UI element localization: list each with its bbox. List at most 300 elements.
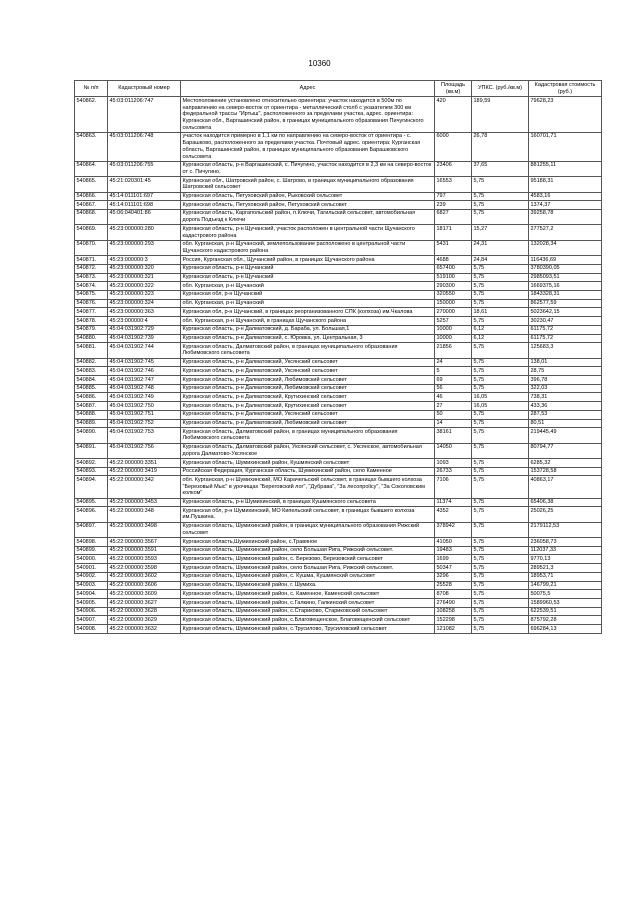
- cell-address: Курганская область, р-н Далматовский, Крутихинский сельсовет: [181, 393, 435, 402]
- table-row: [75, 209, 602, 224]
- table-row: [75, 428, 602, 443]
- cell-num: 540901.: [75, 564, 108, 573]
- cell-cost: 4583,16: [529, 192, 602, 201]
- cell-num: 540887.: [75, 402, 108, 411]
- cell-upks: 16,05: [472, 393, 529, 402]
- cell-num: 540890.: [75, 428, 108, 443]
- cell-address: Курганская область, Шумихинский район, г. Шумиха.: [181, 581, 435, 590]
- cell-area: 41050: [435, 538, 472, 547]
- cell-cost: 2985093,51: [529, 273, 602, 282]
- cell-area: 121082: [435, 625, 472, 634]
- cell-cost: 1669375,16: [529, 282, 602, 291]
- cell-num: 540877.: [75, 308, 108, 317]
- cell-cadastral-number: 45:23:000000:4: [108, 317, 181, 326]
- table-row: [75, 538, 602, 547]
- cell-area: 50347: [435, 564, 472, 573]
- cell-address: Курганская область, Шумихинский район, село Большая Рига, Рижский сельсовет.: [181, 564, 435, 573]
- cell-address: Курганская область, р-н Далматовский, с. Юровка, ул. Центральная, 3: [181, 334, 435, 343]
- table-row: [75, 607, 602, 616]
- cell-upks: 26,78: [472, 132, 529, 161]
- cell-num: 540902.: [75, 572, 108, 581]
- cell-area: 7106: [435, 476, 472, 498]
- cell-cost: 287,53: [529, 410, 602, 419]
- cell-upks: 5,75: [472, 607, 529, 616]
- cell-area: 290300: [435, 282, 472, 291]
- cell-num: 540896.: [75, 507, 108, 522]
- table-row: [75, 590, 602, 599]
- cell-num: 540873.: [75, 273, 108, 282]
- cell-address: обл. Курганская, р-н Щучанский, землепользование расположено в центральной части Щучанского кадастрового района: [181, 240, 435, 255]
- cell-num: 540895.: [75, 498, 108, 507]
- cell-num: 540876.: [75, 299, 108, 308]
- cell-cost: 875792,28: [529, 616, 602, 625]
- cell-address: обл. Курганская, р-н Щучанский: [181, 299, 435, 308]
- table-row: [75, 256, 602, 265]
- cell-address: Курганская область, р-н Далматовский, Любимовский сельсовет: [181, 419, 435, 428]
- cell-num: 540882.: [75, 358, 108, 367]
- cell-area: 8708: [435, 590, 472, 599]
- cell-address: Курганская область, Шумихинский район, с. Кушма, Кушмянский сельсовет: [181, 572, 435, 581]
- header-num: № п/п: [75, 81, 108, 97]
- cell-upks: 5,75: [472, 317, 529, 326]
- cell-cadastral-number: 45:06:040401:86: [108, 209, 181, 224]
- cell-cost: 112037,33: [529, 546, 602, 555]
- cell-num: 540892.: [75, 459, 108, 468]
- cell-area: 1093: [435, 459, 472, 468]
- cell-address: участок находится примерно в 1,1 км по направлению на северо-восток от ориентира - с. Барашково, расположенного за пределами участка. Почтовый адрес. ориентира: Курганская область, Варгашинский район, в границах муниципального образования Барашковского сельсовета: [181, 132, 435, 161]
- cell-address: обл. Курганская, р-н Шумихинский, МО Карачельский сельсовет, в границах бывшего колхоза "Березовый Мыс" в урочищах "Береговский лог", "Дубрава", "За лесопpolicy", "За Соколовским колком": [181, 476, 435, 498]
- table-row: [75, 376, 602, 385]
- table-row: [75, 459, 602, 468]
- cell-area: 46: [435, 393, 472, 402]
- cell-num: 540908.: [75, 625, 108, 634]
- cell-num: 540886.: [75, 393, 108, 402]
- cell-upks: 5,75: [472, 522, 529, 537]
- cell-cost: 80794,77: [529, 443, 602, 458]
- cell-address: Курганская область, р-н Варгашинский, с. Пичугино, участок находится в 2,3 км на северо-восток от с. Пичугино.: [181, 161, 435, 176]
- cell-cost: 696284,13: [529, 625, 602, 634]
- cell-cost: 80,51: [529, 419, 602, 428]
- cell-area: 797: [435, 192, 472, 201]
- cell-cost: 28,75: [529, 367, 602, 376]
- cell-address: Курганская область, Шумихинский район, с.Трусилово, Трусиловский сельсовет: [181, 625, 435, 634]
- cell-cost: 433,36: [529, 402, 602, 411]
- table-row: [75, 358, 602, 367]
- cell-cost: 79628,23: [529, 97, 602, 133]
- cell-upks: 5,75: [472, 376, 529, 385]
- cell-cost: 881255,11: [529, 161, 602, 176]
- cell-address: Курганская область, Далматовский район, Уксянский сельсовет, с. Уксянское, автомобильная дорога Далматово-Уксянское: [181, 443, 435, 458]
- cell-cost: 738,31: [529, 393, 602, 402]
- cell-area: 270000: [435, 308, 472, 317]
- cell-upks: 5,75: [472, 459, 529, 468]
- cell-cost: 219445,49: [529, 428, 602, 443]
- cell-cost: 18953,71: [529, 572, 602, 581]
- cell-upks: 5,75: [472, 358, 529, 367]
- cell-area: 23406: [435, 161, 472, 176]
- cell-address: Курганская область, Петуховский район, Рыковский сельсовет: [181, 192, 435, 201]
- cell-num: 540903.: [75, 581, 108, 590]
- cell-num: 540905.: [75, 599, 108, 608]
- cell-cost: 160701,71: [529, 132, 602, 161]
- cell-address: Курганская область, Шумихинский район, в границах муниципального образования Рижский сельсовет: [181, 522, 435, 537]
- cell-upks: 18,61: [472, 308, 529, 317]
- cell-area: 378942: [435, 522, 472, 537]
- cell-upks: 5,75: [472, 367, 529, 376]
- cell-upks: 24,84: [472, 256, 529, 265]
- cell-cost: 39258,78: [529, 209, 602, 224]
- cell-area: 5: [435, 367, 472, 376]
- cell-cost: 236058,73: [529, 538, 602, 547]
- cell-num: 540875.: [75, 290, 108, 299]
- page-number: 10360: [308, 59, 331, 68]
- cell-address: Курганская область, Шумихинский район, с. Каменное, Каменский сельсовет: [181, 590, 435, 599]
- cadastral-table: [74, 80, 602, 634]
- table-row: [75, 334, 602, 343]
- cell-cadastral-number: 45:22:000000:3567: [108, 538, 181, 547]
- cell-address: Курганская область, Шумихинский район, село Большая Рига, Рижский сельсовет.: [181, 546, 435, 555]
- cell-area: 6000: [435, 132, 472, 161]
- table-header-row: [75, 81, 602, 97]
- cell-address: Курганская область, Шумихинский район, с. Березово, Березовский сельсовет: [181, 555, 435, 564]
- cell-cadastral-number: 45:03:011206:755: [108, 161, 181, 176]
- cell-upks: 5,75: [472, 498, 529, 507]
- cell-cost: 396,78: [529, 376, 602, 385]
- cell-upks: 5,75: [472, 443, 529, 458]
- table-row: [75, 507, 602, 522]
- cell-num: 540872.: [75, 264, 108, 273]
- cell-upks: 24,31: [472, 240, 529, 255]
- cell-area: 5257: [435, 317, 472, 326]
- cell-upks: 5,75: [472, 282, 529, 291]
- cell-upks: 5,75: [472, 616, 529, 625]
- cell-upks: 5,75: [472, 538, 529, 547]
- cell-area: 239: [435, 201, 472, 210]
- cell-address: Курганская область, р-н Далматовский, Любимовский сельсовет: [181, 384, 435, 393]
- cell-cost: 322,03: [529, 384, 602, 393]
- cell-area: 27: [435, 402, 472, 411]
- table-row: [75, 97, 602, 133]
- cell-cadastral-number: 45:04:031902:746: [108, 367, 181, 376]
- table-row: [75, 572, 602, 581]
- cell-cost: 2179112,53: [529, 522, 602, 537]
- cell-address: Курганская обл, р-н Щучанский: [181, 290, 435, 299]
- table-row: [75, 290, 602, 299]
- cell-address: Курганская область, Шумихинский район, с.Благовещенское, Благовещенский сельсовет: [181, 616, 435, 625]
- cell-area: 69: [435, 376, 472, 385]
- cell-cadastral-number: 45:21:020301:45: [108, 177, 181, 192]
- table-row: [75, 419, 602, 428]
- cell-num: 540864.: [75, 161, 108, 176]
- cell-address: Курганская область, Шумихинский район, с.Стариково, Стариковский сельсовет: [181, 607, 435, 616]
- cell-num: 540904.: [75, 590, 108, 599]
- cell-upks: 5,75: [472, 572, 529, 581]
- cell-address: Курганская область, Далматовский район, в границах муниципального образования Любимовского сельсовета: [181, 343, 435, 358]
- cell-address: Местоположение установлено относительно ориентира: участок находится в 500м по направлению на северо-восток от ориентира - металлический столб с указателем 300 км федеральной трассы "Иртыш", расположенного за пределами участка, адрес. ориентира: Курганская обл., Варгашинский район, в границах муниципального образования Пичугинского сельсовета: [181, 97, 435, 133]
- cell-area: 6827: [435, 209, 472, 224]
- cell-address: Россия, Курганская обл., Щучанский район, в границах Щучанского района: [181, 256, 435, 265]
- cell-upks: 37,65: [472, 161, 529, 176]
- cell-cadastral-number: 45:22:000000:3629: [108, 616, 181, 625]
- cell-cadastral-number: 45:04:031902:744: [108, 343, 181, 358]
- cell-address: Курганская обл, р-н Шумихинский, МО Кипельский сельсовет, в границах бывшего колхоза им.Пушкина.: [181, 507, 435, 522]
- cell-num: 540899.: [75, 546, 108, 555]
- cell-area: 25528: [435, 581, 472, 590]
- table-row: [75, 546, 602, 555]
- cell-cadastral-number: 45:04:031902:747: [108, 376, 181, 385]
- cell-upks: 5,75: [472, 384, 529, 393]
- cell-upks: 5,75: [472, 209, 529, 224]
- cell-cost: 1589960,53: [529, 599, 602, 608]
- cell-area: 26733: [435, 467, 472, 476]
- cell-cadastral-number: 45:14:011101:697: [108, 192, 181, 201]
- cell-address: Курганская область, Шумихинский район, Кушмянский сельсовет: [181, 459, 435, 468]
- cell-num: 540898.: [75, 538, 108, 547]
- cell-cost: 9770,13: [529, 555, 602, 564]
- cell-upks: 5,75: [472, 564, 529, 573]
- table-row: [75, 367, 602, 376]
- cell-cadastral-number: 45:22:000000:342: [108, 476, 181, 498]
- cell-num: 540881.: [75, 343, 108, 358]
- cell-cost: 61175,72: [529, 334, 602, 343]
- cell-upks: 5,75: [472, 590, 529, 599]
- cell-cost: 40863,17: [529, 476, 602, 498]
- cell-upks: 5,75: [472, 177, 529, 192]
- table-row: [75, 282, 602, 291]
- table-row: [75, 192, 602, 201]
- cell-cost: 65406,38: [529, 498, 602, 507]
- cell-cadastral-number: 45:22:000000:3627: [108, 599, 181, 608]
- cell-cadastral-number: 45:23:000000:322: [108, 282, 181, 291]
- table-row: [75, 564, 602, 573]
- cell-area: 420: [435, 97, 472, 133]
- cell-address: Курганская обл., Шатровский район, с. Шатрово, в границах муниципального образования Шатровский сельсовет: [181, 177, 435, 192]
- cell-address: Курганская область, Шумихинский район, с.Галкино, Галкинский сельсовет: [181, 599, 435, 608]
- cell-address: Курганская область, р-н Далматовский, Уксянский сельсовет: [181, 367, 435, 376]
- cell-cost: 61175,72: [529, 325, 602, 334]
- cell-cadastral-number: 45:04:031902:745: [108, 358, 181, 367]
- cell-area: 19483: [435, 546, 472, 555]
- cell-cadastral-number: 45:22:000000:3602: [108, 572, 181, 581]
- cell-cadastral-number: 45:22:000000:348: [108, 507, 181, 522]
- cell-area: 152298: [435, 616, 472, 625]
- cell-upks: 5,75: [472, 419, 529, 428]
- cell-address: Курганская область, р-н Далматовский, Уксянский сельсовет: [181, 358, 435, 367]
- cell-cost: 1843328,31: [529, 290, 602, 299]
- cell-cost: 5023642,15: [529, 308, 602, 317]
- cell-upks: 5,75: [472, 299, 529, 308]
- table-row: [75, 616, 602, 625]
- cell-address: Курганская область, р-н Далматовский, Любимовский сельсовет: [181, 376, 435, 385]
- table-row: [75, 225, 602, 240]
- cell-num: 540897.: [75, 522, 108, 537]
- cell-area: 18171: [435, 225, 472, 240]
- cell-upks: 5,75: [472, 264, 529, 273]
- cell-area: 5431: [435, 240, 472, 255]
- table-row: [75, 273, 602, 282]
- cell-num: 540900.: [75, 555, 108, 564]
- cell-cadastral-number: 45:04:031902:749: [108, 393, 181, 402]
- cell-address: Курганская область, Каргапольский район, п.Ключи, Тагильский сельсовет, автомобильная дорога Подъезд к Ключи: [181, 209, 435, 224]
- cell-area: 14050: [435, 443, 472, 458]
- cell-upks: 5,75: [472, 555, 529, 564]
- cell-area: 4688: [435, 256, 472, 265]
- cell-num: 540891.: [75, 443, 108, 458]
- cell-num: 540869.: [75, 225, 108, 240]
- cell-cadastral-number: 45:04:031902:748: [108, 384, 181, 393]
- cell-cost: 622539,51: [529, 607, 602, 616]
- table-row: [75, 599, 602, 608]
- table-row: [75, 522, 602, 537]
- table-row: [75, 393, 602, 402]
- cell-address: Курганская область, р-н Щучанский: [181, 273, 435, 282]
- cell-area: 3296: [435, 572, 472, 581]
- cell-upks: 5,75: [472, 192, 529, 201]
- cell-area: 1699: [435, 555, 472, 564]
- cell-address: Курганская область, р-н Щучанский, участок расположен в центральной части Щучанского кадастрового района: [181, 225, 435, 240]
- table-row: [75, 402, 602, 411]
- cell-address: Курганская область, р-н Щучанский: [181, 264, 435, 273]
- cell-num: 540880.: [75, 334, 108, 343]
- cell-cost: 50075,5: [529, 590, 602, 599]
- cell-area: 16553: [435, 177, 472, 192]
- table-row: [75, 308, 602, 317]
- cell-cost: 146799,21: [529, 581, 602, 590]
- cell-area: 320550: [435, 290, 472, 299]
- table-row: [75, 177, 602, 192]
- header-address: Адрес: [181, 81, 435, 97]
- cell-address: Курганская область, р-н Шумихинский, в границах Кушмянского сельсовета: [181, 498, 435, 507]
- cell-cadastral-number: 45:23:000000:321: [108, 273, 181, 282]
- cell-cadastral-number: 45:23:000000:3: [108, 256, 181, 265]
- cell-cadastral-number: 45:04:031902:756: [108, 443, 181, 458]
- cell-upks: 5,75: [472, 507, 529, 522]
- cell-cost: 138,01: [529, 358, 602, 367]
- cell-area: 108258: [435, 607, 472, 616]
- cell-num: 540893.: [75, 467, 108, 476]
- cell-num: 540878.: [75, 317, 108, 326]
- header-area: Площадь (кв.м): [435, 81, 472, 97]
- cell-upks: 5,75: [472, 273, 529, 282]
- cell-cost: 277527,2: [529, 225, 602, 240]
- cell-upks: 5,75: [472, 290, 529, 299]
- cell-cadastral-number: 45:14:011101:698: [108, 201, 181, 210]
- cell-cost: 132028,34: [529, 240, 602, 255]
- table-row: [75, 555, 602, 564]
- cell-address: обл. Курганская, р-н Щучанский: [181, 282, 435, 291]
- cell-num: 540894.: [75, 476, 108, 498]
- cell-address: Российская Федерация, Курганская область, Шумихинский район, село Каменное: [181, 467, 435, 476]
- cell-cadastral-number: 45:04:031902:751: [108, 410, 181, 419]
- cell-address: Курганская область, Далматовский район, в границах муниципального образования Любимовского сельсовета: [181, 428, 435, 443]
- cell-cadastral-number: 45:22:000000:3606: [108, 581, 181, 590]
- cell-num: 540885.: [75, 384, 108, 393]
- cell-cadastral-number: 45:04:031902:752: [108, 419, 181, 428]
- cell-upks: 5,75: [472, 599, 529, 608]
- cell-cost: 153728,58: [529, 467, 602, 476]
- cell-cost: 6285,32: [529, 459, 602, 468]
- table-row: [75, 581, 602, 590]
- table-row: [75, 264, 602, 273]
- cell-num: 540883.: [75, 367, 108, 376]
- cell-cost: 30230,47: [529, 317, 602, 326]
- table-row: [75, 325, 602, 334]
- cell-cadastral-number: 45:22:000000:3628: [108, 607, 181, 616]
- cell-num: 540867.: [75, 201, 108, 210]
- cell-cost: 25026,25: [529, 507, 602, 522]
- cell-upks: 5,75: [472, 476, 529, 498]
- cell-cadastral-number: 45:22:000000:3498: [108, 522, 181, 537]
- cell-cadastral-number: 45:03:011206:748: [108, 132, 181, 161]
- cell-cost: 125683,3: [529, 343, 602, 358]
- table-row: [75, 240, 602, 255]
- cell-address: Курганская область, р-н Далматовский, Крутихинский сельсовет: [181, 402, 435, 411]
- cell-num: 540868.: [75, 209, 108, 224]
- cell-cadastral-number: 45:04:031902:753: [108, 428, 181, 443]
- cell-num: 540888.: [75, 410, 108, 419]
- cell-upks: 5,75: [472, 467, 529, 476]
- cell-area: 11374: [435, 498, 472, 507]
- header-cost: Кадастровая стоимость (руб.): [529, 81, 602, 97]
- table-row: [75, 498, 602, 507]
- cell-cadastral-number: 45:23:000000:363: [108, 308, 181, 317]
- cell-address: Курганская область, Петуховский район, Петуховский сельсовет: [181, 201, 435, 210]
- header-upks: УПКС. (руб./кв.м): [472, 81, 529, 97]
- table-row: [75, 161, 602, 176]
- cell-cost: 95188,31: [529, 177, 602, 192]
- cell-cadastral-number: 45:22:000000:3598: [108, 564, 181, 573]
- cell-cost: 289521,3: [529, 564, 602, 573]
- cell-area: 276490: [435, 599, 472, 608]
- table-row: [75, 410, 602, 419]
- table-row: [75, 384, 602, 393]
- cell-cost: 862577,59: [529, 299, 602, 308]
- cell-area: 4352: [435, 507, 472, 522]
- cell-area: 10000: [435, 325, 472, 334]
- cell-upks: 16,05: [472, 402, 529, 411]
- cell-upks: 5,75: [472, 581, 529, 590]
- table-row: [75, 132, 602, 161]
- cell-cost: 116436,69: [529, 256, 602, 265]
- cell-upks: 5,75: [472, 546, 529, 555]
- cell-address: Курганская область,Шумихинский район, с.Травяное: [181, 538, 435, 547]
- cell-area: 50: [435, 410, 472, 419]
- cell-num: 540874.: [75, 282, 108, 291]
- cell-area: 24: [435, 358, 472, 367]
- cell-upks: 5,75: [472, 201, 529, 210]
- cell-cadastral-number: 45:23:000000:324: [108, 299, 181, 308]
- cell-num: 540906.: [75, 607, 108, 616]
- cell-address: Курганская область, р-н Далматовский, д. Бараба, ул. Большая,1: [181, 325, 435, 334]
- cell-upks: 5,75: [472, 343, 529, 358]
- table-row: [75, 467, 602, 476]
- cell-cadastral-number: 45:23:000000:320: [108, 264, 181, 273]
- cell-cadastral-number: 45:22:000000:3419: [108, 467, 181, 476]
- cell-cadastral-number: 45:22:000000:3453: [108, 498, 181, 507]
- table-row: [75, 625, 602, 634]
- cell-upks: 6,12: [472, 334, 529, 343]
- cell-cadastral-number: 45:22:000000:3591: [108, 546, 181, 555]
- cell-upks: 5,75: [472, 410, 529, 419]
- cell-num: 540866.: [75, 192, 108, 201]
- table-row: [75, 201, 602, 210]
- cell-area: 657400: [435, 264, 472, 273]
- cell-address: обл. Курганская, р-н Щучанский, в границах Щучанского района: [181, 317, 435, 326]
- cell-upks: 15,27: [472, 225, 529, 240]
- cell-address: Курганская обл, р-н Щучанский, в границах реорганизованного СПК (колхоза) им.Чкалова: [181, 308, 435, 317]
- cell-cadastral-number: 45:23:000000:323: [108, 290, 181, 299]
- cell-num: 540889.: [75, 419, 108, 428]
